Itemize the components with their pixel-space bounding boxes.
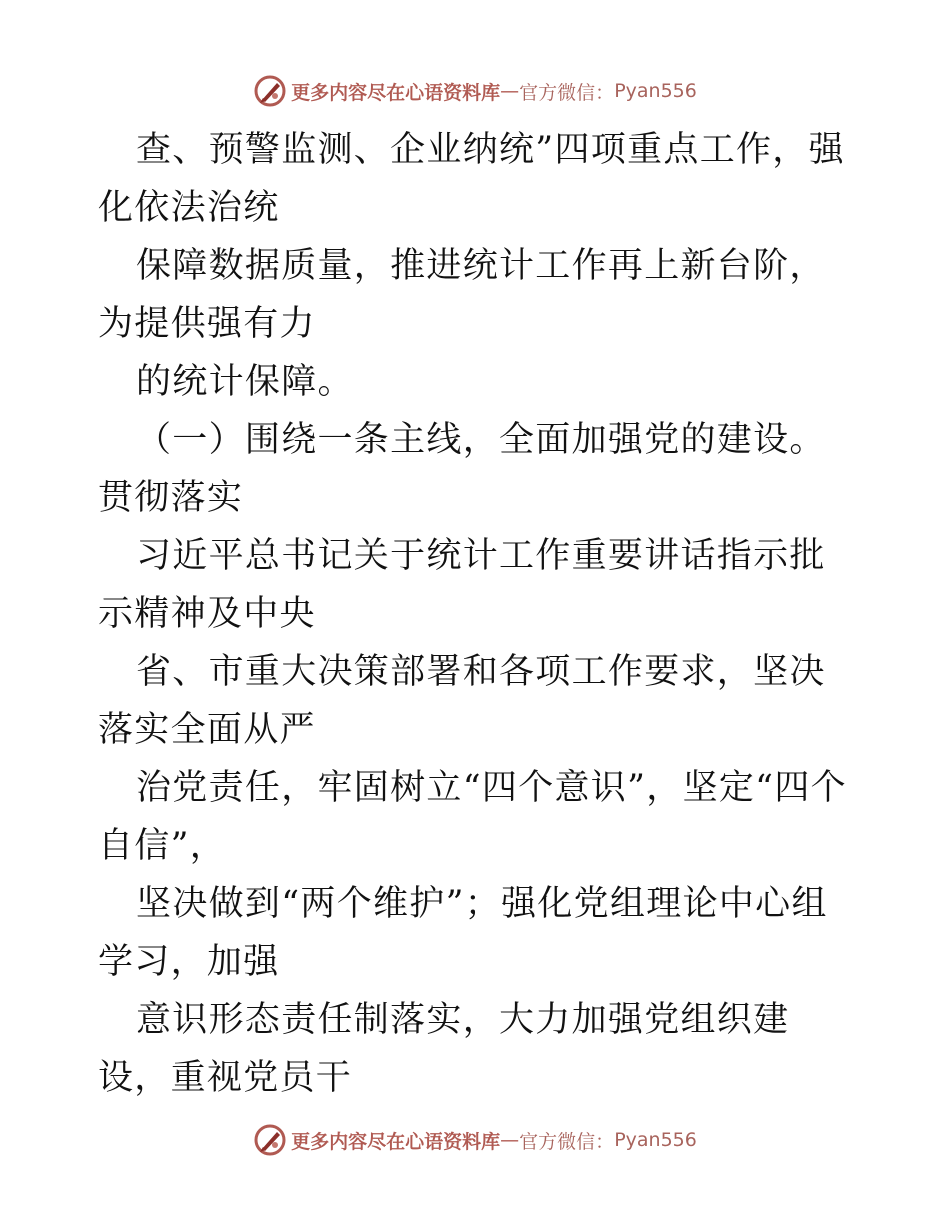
paragraph: 查、预警监测、企业纳统”四项重点工作，强化依法治统 bbox=[98, 130, 845, 228]
document-body bbox=[98, 121, 858, 1107]
banner-wechat-id: Pyan556 bbox=[614, 80, 697, 102]
paragraph: 保障数据质量，推进统计工作再上新台阶，为提供强有力 bbox=[98, 246, 826, 344]
paragraph: 省、市重大决策部署和各项工作要求，坚决落实全面从严 bbox=[98, 652, 826, 750]
banner-brand-text: 更多内容尽在心语资料库 bbox=[291, 1130, 501, 1153]
paragraph: 的统计保障。 bbox=[136, 362, 354, 402]
paragraph: 坚决做到“两个维护”；强化党组理论中心组学习，加强 bbox=[98, 884, 828, 982]
header-banner bbox=[0, 71, 950, 111]
quill-pen-logo-icon bbox=[253, 1123, 287, 1157]
quill-pen-logo-icon bbox=[253, 74, 287, 108]
footer-banner bbox=[0, 1120, 950, 1160]
paragraph: 意识形态责任制落实，大力加强党组织建设，重视党员干 bbox=[98, 1000, 790, 1098]
paragraph: 治党责任，牢固树立“四个意识”，坚定“四个自信”， bbox=[98, 768, 847, 866]
banner-dash: — bbox=[500, 1129, 520, 1151]
banner-wechat-id: Pyan556 bbox=[614, 1129, 697, 1151]
banner-wechat-label: 官方微信： bbox=[519, 1130, 615, 1153]
banner-wechat-label: 官方微信： bbox=[519, 81, 615, 104]
paragraph: （一）围绕一条主线，全面加强党的建设。贯彻落实 bbox=[98, 420, 826, 518]
banner-dash: — bbox=[500, 80, 520, 102]
banner-brand-text: 更多内容尽在心语资料库 bbox=[291, 81, 501, 104]
paragraph: 习近平总书记关于统计工作重要讲话指示批示精神及中央 bbox=[98, 536, 826, 634]
